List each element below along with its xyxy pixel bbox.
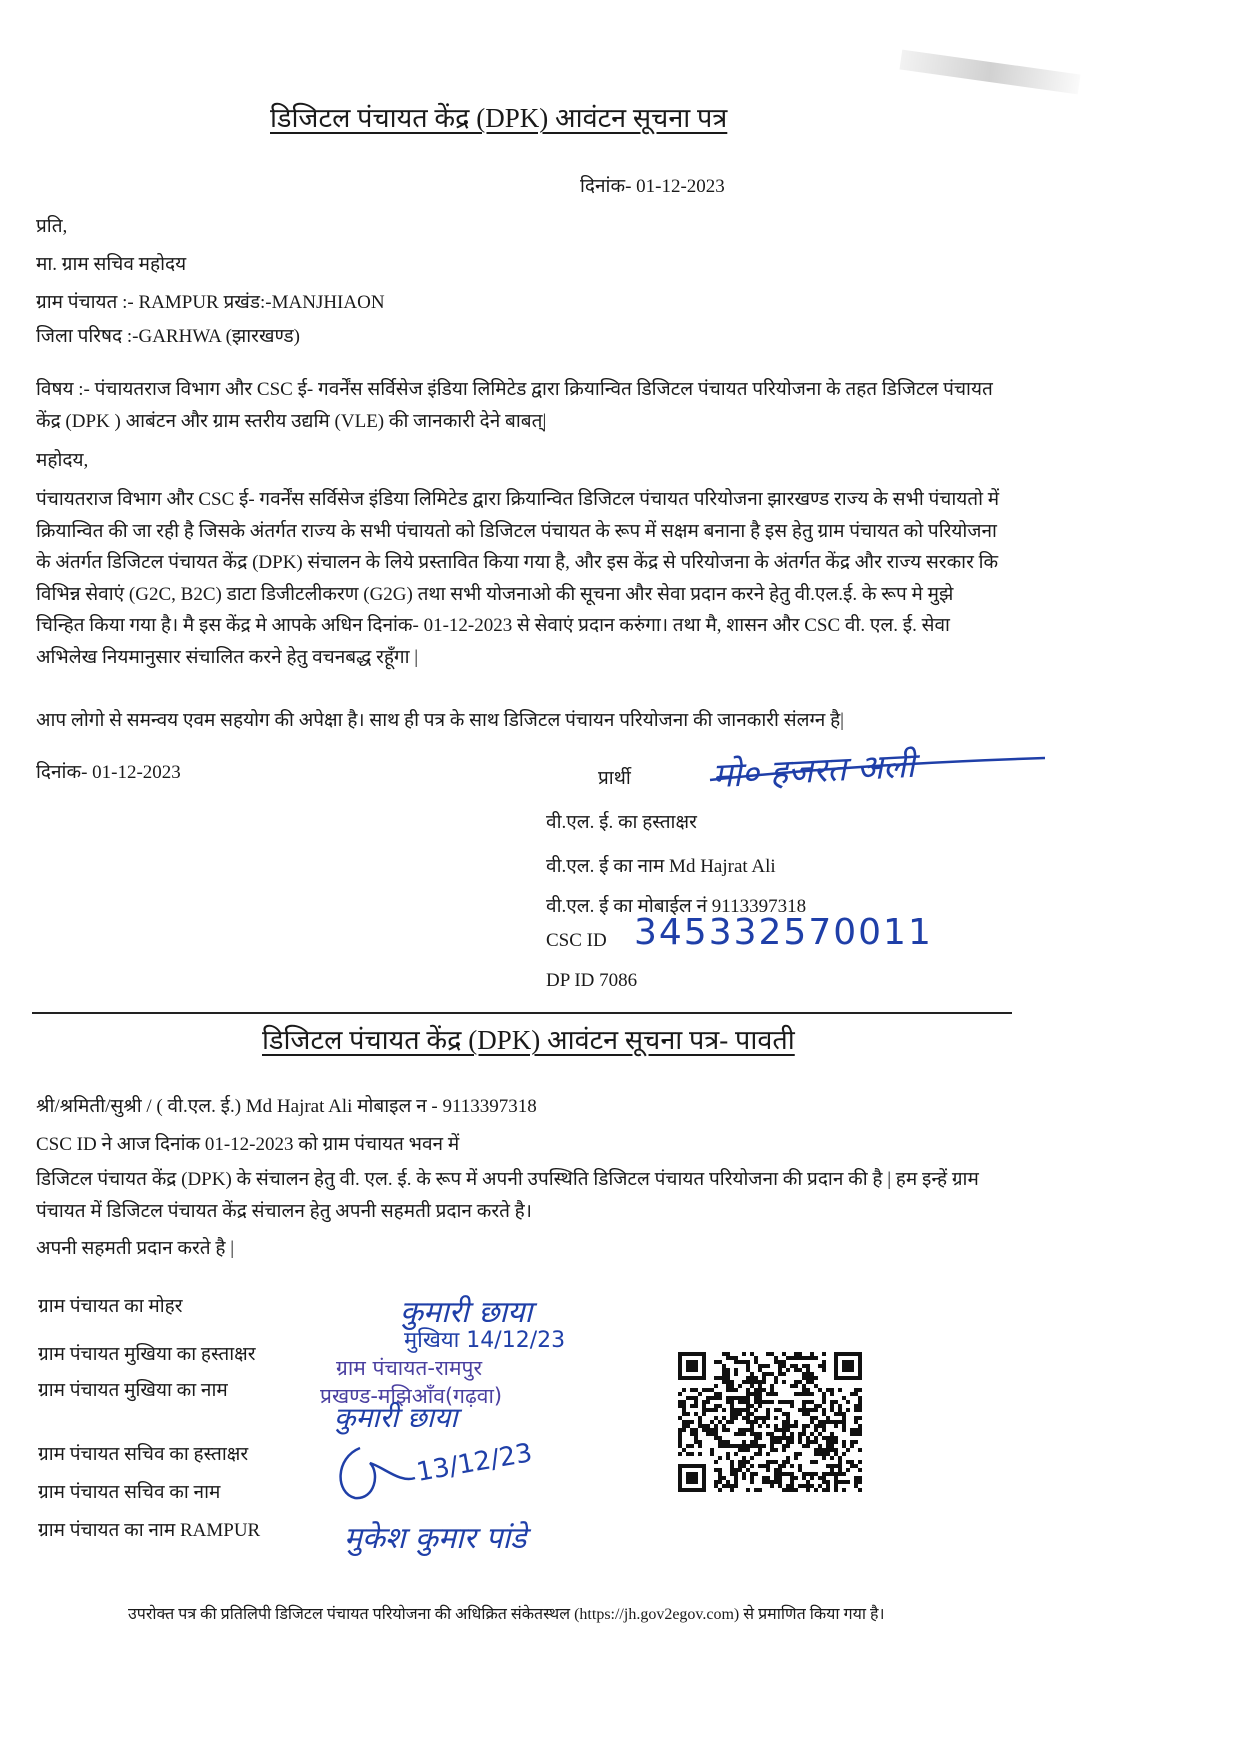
label-sachiv-signature: ग्राम पंचायत सचिव का हस्ताक्षर bbox=[38, 1444, 249, 1465]
signature-date: दिनांक- 01-12-2023 bbox=[36, 762, 181, 783]
vle-name-line: वी.एल. ई का नाम Md Hajrat Ali bbox=[546, 856, 776, 877]
panchayat-stamp bbox=[320, 1290, 640, 1560]
address-prati: प्रति, bbox=[36, 216, 68, 237]
prarthi-label: प्रार्थी bbox=[598, 768, 631, 789]
address-line-1: मा. ग्राम सचिव महोदय bbox=[36, 254, 187, 275]
sachiv-signature-scribble bbox=[330, 1438, 420, 1508]
stamp-line-4: प्रखण्ड-मझिआँव(गढ़वा) bbox=[320, 1384, 503, 1408]
label-mukhiya-name: ग्राम पंचायत मुखिया का नाम bbox=[38, 1380, 228, 1401]
address-line-3: जिला परिषद :-GARHWA (झारखण्ड) bbox=[36, 326, 301, 347]
receipt-line-4: अपनी सहमती प्रदान करते है | bbox=[36, 1238, 235, 1259]
label-sachiv-name: ग्राम पंचायत सचिव का नाम bbox=[38, 1482, 221, 1503]
csc-id-handwritten: 345332570011 bbox=[634, 912, 933, 953]
signature-flourish bbox=[700, 740, 1050, 800]
vle-mobile-line: वी.एल. ई का मोबाईल नं 9113397318 bbox=[546, 896, 807, 917]
dp-id-line: DP ID 7086 bbox=[546, 970, 638, 991]
vle-signature-label: वी.एल. ई. का हस्ताक्षर bbox=[546, 812, 697, 833]
scan-shadow bbox=[899, 50, 1080, 95]
vle-handwritten-signature: मो० हजरत अली bbox=[711, 745, 916, 797]
address-line-2: ग्राम पंचायत :- RAMPUR प्रखंड:-MANJHIAON bbox=[36, 292, 385, 313]
label-panchayat-seal: ग्राम पंचायत का मोहर bbox=[38, 1296, 183, 1317]
receipt-title: डिजिटल पंचायत केंद्र (DPK) आवंटन सूचना पत्र- पावती bbox=[262, 1025, 795, 1055]
subject-text: विषय :- पंचायतराज विभाग और CSC ई- गवर्नेंस सर्विसेज इंडिया लिमिटेड द्वारा क्रियान्वित डिजिटल पंचायत परियोजना के तहत डिजिटल पंचायत केंद्र (DPK ) आबंटन और ग्राम स्तरीय उद्यमि (VLE) की जानकारी देने बाबत्| bbox=[36, 379, 993, 432]
document-title: डिजिटल पंचायत केंद्र (DPK) आवंटन सूचना पत्र bbox=[270, 103, 728, 133]
document-date: दिनांक- 01-12-2023 bbox=[580, 176, 725, 197]
sachiv-name-handwritten: मुकेश कुमार पांडे bbox=[344, 1521, 527, 1556]
sachiv-sign-date: 13/12/23 bbox=[414, 1438, 535, 1488]
csc-id-label: CSC ID bbox=[546, 930, 607, 951]
salutation: महोदय, bbox=[36, 450, 89, 471]
body-paragraph: पंचायतराज विभाग और CSC ई- गवर्नेंस सर्विसेज इंडिया लिमिटेड द्वारा क्रियान्वित डिजिटल पंचायत परियोजना झारखण्ड राज्य के सभी पंचायतो में क्रियान्वित की जा रही है जिसके अंतर्गत राज्य के सभी पंचायतो को डिजिटल पंचायत के रूप में सक्षम बनाना है इस हेतु ग्राम पंचायत को परियोजना के अंतर्गत डिजिटल पंचायत केंद्र (DPK) संचालन के लिये प्रस्तावित किया गया है, और इस केंद्र से परियोजना के अंतर्गत केंद्र और राज्य सरकार कि विभिन्न सेवाएं (G2C, B2C) डाटा डिजीटलीकरण (G2G) तथा सभी योजनाओ की सूचना और सेवा प्रदान करने हेतु वी.एल.ई. के रूप मे मुझे चिन्हित किया गया है। मै इस केंद्र मे आपके अधिन दिनांक- 01-12-2023 से सेवाएं प्रदान करुंगा। तथा मै, शासन और CSC वी. एल. ई. सेवा अभिलेख नियमानुसार संचालित करने हेतु वचनबद्ध रहूँगा | bbox=[36, 489, 1000, 668]
stamp-line-3: ग्राम पंचायत-रामपुर bbox=[336, 1356, 483, 1380]
label-mukhiya-signature: ग्राम पंचायत मुखिया का हस्ताक्षर bbox=[38, 1344, 256, 1365]
request-line: आप लोगो से समन्वय एवम सहयोग की अपेक्षा है। साथ ही पत्र के साथ डिजिटल पंचायन परियोजना की जानकारी संलग्न है| bbox=[36, 710, 844, 731]
section-divider bbox=[32, 1012, 1012, 1014]
stamp-line-1: कुमारी छाया bbox=[400, 1295, 533, 1330]
stamp-line-5: कुमारी छाया bbox=[334, 1401, 458, 1434]
receipt-line-1: श्री/श्रमिती/सुश्री / ( वी.एल. ई.) Md Hajrat Ali मोबाइल न - 9113397318 bbox=[36, 1096, 537, 1117]
qr-code bbox=[678, 1352, 862, 1492]
receipt-line-3: डिजिटल पंचायत केंद्र (DPK) के संचालन हेतु वी. एल. ई. के रूप में अपनी उपस्थिति डिजिटल पंचायत परियोजना की प्रदान की है | हम इन्हें ग्राम पंचायत में डिजिटल पंचायत केंद्र संचालन हेतु अपनी सहमती प्रदान करते है। bbox=[36, 1169, 979, 1222]
footer-note: उपरोक्त पत्र की प्रतिलिपी डिजिटल पंचायत परियोजना की अधिक्रित संकेतस्थल (https://jh.gov2egov.com) से प्रमाणित किया गया है। bbox=[128, 1606, 885, 1623]
stamp-line-2: मुखिया 14/12/23 bbox=[404, 1328, 566, 1353]
receipt-line-2: CSC ID ने आज दिनांक 01-12-2023 को ग्राम पंचायत भवन में bbox=[36, 1134, 460, 1155]
label-panchayat-name: ग्राम पंचायत का नाम RAMPUR bbox=[38, 1520, 261, 1541]
